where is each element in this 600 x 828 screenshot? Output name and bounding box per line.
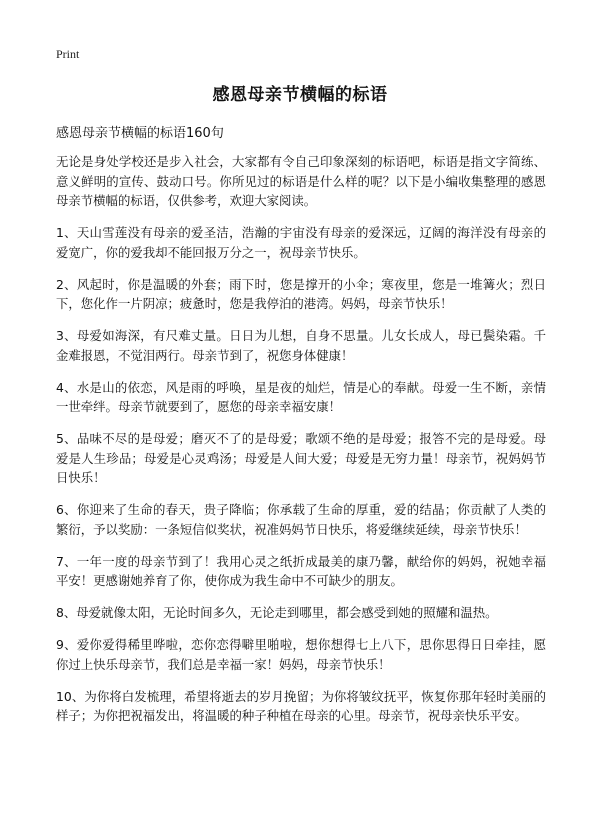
slogan-paragraph-4: 4、水是山的依恋，风是雨的呼唤，星是夜的灿烂，情是心的奉献。母爱一生不断，亲情一世牵绊。母亲节就要到了，愿您的母亲幸福安康！ — [56, 379, 546, 414]
slogan-paragraph-10: 10、为你将白发梳理，希望将逝去的岁月挽留；为你将皱纹抚平，恢复你那年轻时美丽的样子；为你把祝福发出，将温暖的种子种植在母亲的心里。母亲节，祝母亲快乐平安。 — [56, 688, 546, 723]
article-body — [56, 152, 546, 738]
slogan-paragraph-5: 5、品味不尽的是母爱；磨灭不了的是母爱；歌颂不绝的是母爱；报答不完的是母爱。母爱是人生珍品；母爱是心灵鸡汤；母爱是人间大爱；母爱是无穷力量！母亲节，祝妈妈节日快乐！ — [56, 431, 546, 485]
slogan-paragraph-1: 1、天山雪莲没有母亲的爱圣洁，浩瀚的宇宙没有母亲的爱深远，辽阔的海洋没有母亲的爱宽广，你的爱我却不能回报万分之一，祝母亲节快乐。 — [56, 225, 546, 260]
print-link[interactable]: Print — [56, 47, 80, 61]
slogan-paragraph-8: 8、母爱就像太阳，无论时间多久，无论走到哪里，都会感受到她的照耀和温热。 — [56, 605, 498, 620]
document-subtitle: 感恩母亲节横幅的标语160句 — [56, 126, 224, 141]
slogan-paragraph-3: 3、母爱如海深，有尺难丈量。日日为儿想，自身不思量。儿女长成人，母已鬓染霜。千金难报恩，不觉泪两行。母亲节到了，祝您身体健康！ — [56, 328, 546, 363]
slogan-paragraph-7: 7、一年一度的母亲节到了！我用心灵之纸折成最美的康乃馨，献给你的妈妈，祝她幸福平安！更感谢她养育了你，使你成为我生命中不可缺少的朋友。 — [56, 553, 546, 588]
slogan-paragraph-6: 6、你迎来了生命的春天，贵子降临；你承载了生命的厚重，爱的结晶；你贡献了人类的繁衍，予以奖励：一条短信似奖状，祝准妈妈节日快乐，将爱继续延续，母亲节快乐！ — [56, 502, 546, 537]
slogan-paragraph-2: 2、风起时，你是温暖的外套；雨下时，您是撑开的小伞；寒夜里，您是一堆篝火；烈日下，您化作一片阴凉；疲惫时，您是我停泊的港湾。妈妈，母亲节快乐！ — [56, 276, 546, 311]
page-title: 感恩母亲节横幅的标语 — [212, 85, 388, 105]
intro-paragraph: 无论是身处学校还是步入社会，大家都有令自己印象深刻的标语吧，标语是指文字简练、意义鲜明的宣传、鼓动口号。你所见过的标语是什么样的呢？以下是小编收集整理的感恩母亲节横幅的标语，仅供参考，欢迎大家阅读。 — [56, 154, 546, 208]
slogan-paragraph-9: 9、爱你爱得稀里哗啦，恋你恋得噼里啪啦，想你想得七上八下，思你思得日日牵挂，愿你过上快乐母亲节，我们总是幸福一家！妈妈，母亲节快乐！ — [56, 637, 546, 672]
